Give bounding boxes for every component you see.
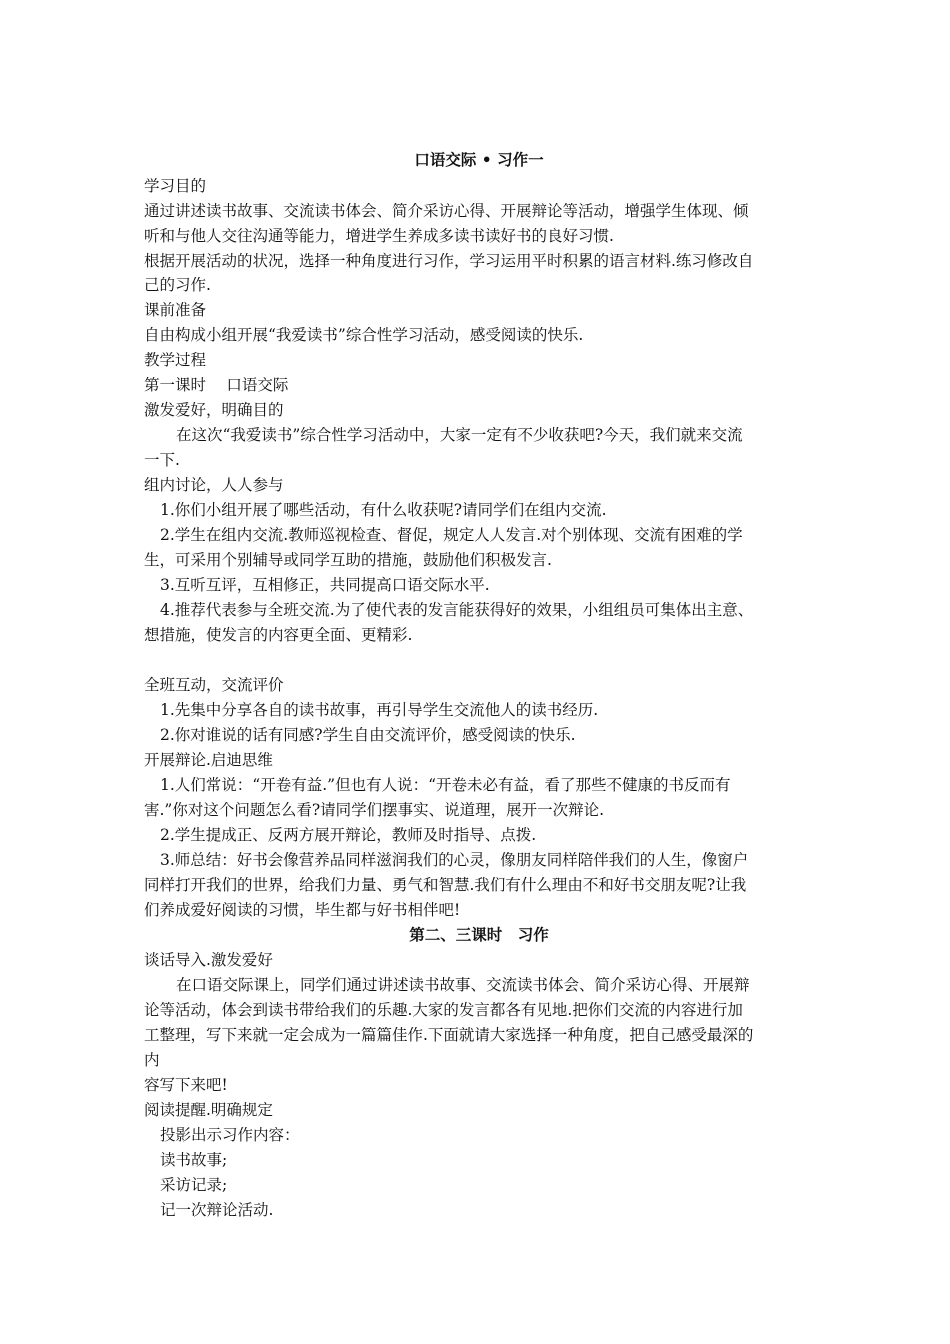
list-item: 读书故事; xyxy=(160,1151,228,1169)
list-item-continuation: 同样打开我们的世界，给我们力量、勇气和智慧.我们有什么理由不和好书交朋友呢?让我 xyxy=(144,876,747,894)
paragraph-line: 通过讲述读书故事、交流读书体会、简介采访心得、开展辩论等活动，增强学生体现、倾 xyxy=(144,202,749,220)
heading-preparation: 课前准备 xyxy=(144,301,207,319)
paragraph-line: 在口语交际课上，同学们通过讲述读书故事、交流读书体会、简介采访心得、开展辩 xyxy=(176,976,750,994)
subheading: 激发爱好，明确目的 xyxy=(144,401,284,419)
list-item-continuation: 们养成爱好阅读的习惯，毕生都与好书相伴吧! xyxy=(144,901,461,919)
list-item: 记一次辩论活动. xyxy=(160,1201,274,1219)
paragraph-line: 自由构成小组开展“我爱读书”综合性学习活动，感受阅读的快乐. xyxy=(144,326,584,344)
subheading: 全班互动，交流评价 xyxy=(144,676,284,694)
page-title: 口语交际 • 习作一 xyxy=(414,150,544,169)
list-item: 4.推荐代表参与全班交流.为了使代表的发言能获得好的效果，小组组员可集体出主意、 xyxy=(160,601,754,619)
list-item-continuation: 害.”你对这个问题怎么看?请同学们摆事实、说道理，展开一次辩论. xyxy=(144,801,605,819)
paragraph-line: 听和与他人交往沟通等能力，增进学生养成多读书读好书的良好习惯. xyxy=(144,227,614,245)
list-item: 3.师总结：好书会像营养品同样滋润我们的心灵，像朋友同样陪伴我们的人生，像窗户 xyxy=(160,851,749,869)
subheading: 开展辩论.启迪思维 xyxy=(144,751,273,769)
paragraph-line: 论等活动，体会到读书带给我们的乐趣.大家的发言都各有见地.把你们交流的内容进行加 xyxy=(144,1001,743,1019)
paragraph-line: 容写下来吧! xyxy=(144,1076,228,1094)
list-item: 1.先集中分享各自的读书故事，再引导学生交流他人的读书经历. xyxy=(160,701,599,719)
list-item: 3.互听互评，互相修正，共同提高口语交际水平. xyxy=(160,576,490,594)
paragraph-line: 一下. xyxy=(144,451,180,469)
paragraph-line: 在这次“我爱读书”综合性学习活动中，大家一定有不少收获吧?今天，我们就来交流 xyxy=(176,426,743,444)
heading-teaching-process: 教学过程 xyxy=(144,351,207,369)
paragraph-line: 工整理，写下来就一定会成为一篇篇佳作.下面就请大家选择一种角度，把自己感受最深的 xyxy=(144,1026,754,1044)
list-item: 2.你对谁说的话有同感?学生自由交流评价，感受阅读的快乐. xyxy=(160,726,576,744)
list-item: 1.人们常说：“开卷有益.”但也有人说：“开卷未必有益，看了那些不健康的书反而有 xyxy=(160,776,731,794)
list-item: 投影出示习作内容： xyxy=(160,1126,300,1144)
subheading: 阅读提醒.明确规定 xyxy=(144,1101,273,1119)
list-item-continuation: 想措施，使发言的内容更全面、更精彩. xyxy=(144,626,413,644)
section-title-lessons-two-three: 第二、三课时 习作 xyxy=(409,925,549,944)
paragraph-line: 根据开展活动的状况，选择一种角度进行习作，学习运用平时积累的语言材料.练习修改自 xyxy=(144,252,754,270)
list-item: 2.学生提成正、反两方展开辩论，教师及时指导、点拨. xyxy=(160,826,537,844)
list-item-continuation: 生，可采用个别辅导或同学互助的措施，鼓励他们积极发言. xyxy=(144,551,552,569)
list-item: 采访记录; xyxy=(160,1176,228,1194)
list-item: 2.学生在组内交流.教师巡视检查、督促，规定人人发言.对个别体现、交流有困难的学 xyxy=(160,526,743,544)
list-item: 1.你们小组开展了哪些活动，有什么收获呢?请同学们在组内交流. xyxy=(160,501,607,519)
heading-lesson-one: 第一课时 口语交际 xyxy=(144,376,289,394)
paragraph-line: 内 xyxy=(144,1051,160,1069)
paragraph-line: 己的习作. xyxy=(144,276,211,294)
heading-learning-goals: 学习目的 xyxy=(144,177,207,195)
subheading: 谈话导入.激发爱好 xyxy=(144,951,273,969)
subheading: 组内讨论，人人参与 xyxy=(144,476,284,494)
